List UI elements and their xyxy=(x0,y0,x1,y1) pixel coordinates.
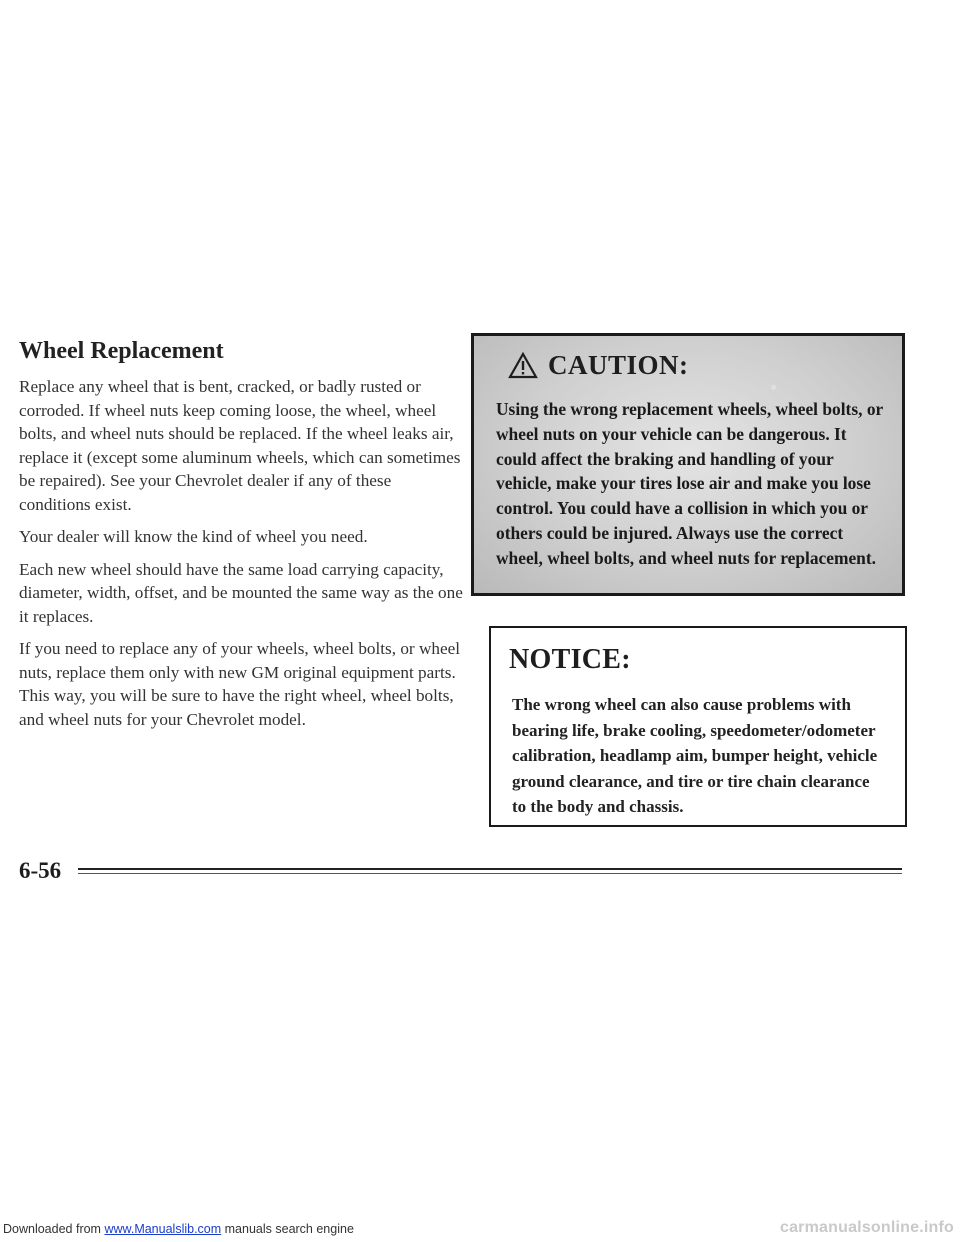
caution-title: CAUTION: xyxy=(548,350,689,380)
paragraph: If you need to replace any of your wheels, wheel bolts, or wheel nuts, replace them only with new GM original equipment parts. This way, you will be sure to have the right wheel, wheel bolts, and wheel nuts for your Chevrolet model. xyxy=(19,639,460,729)
notice-title: NOTICE: xyxy=(509,644,631,675)
paragraph: Your dealer will know the kind of wheel you need. xyxy=(19,527,368,546)
footer-rule-thin xyxy=(78,873,902,874)
paragraph: Replace any wheel that is bent, cracked, or badly rusted or corroded. If wheel nuts keep coming loose, the wheel, wheel bolts, and wheel nuts should be replaced. If the wheel leaks air, replace it (except some aluminum wheels, which can sometimes be repaired). See your Chevrolet dealer if any of these conditions exist. xyxy=(19,377,461,514)
notice-text: The wrong wheel can also cause problems with bearing life, brake cooling, speedometer/odometer calibration, headlamp aim, bumper height, vehicle ground clearance, and tire or tire chain clearance to the body and chassis. xyxy=(512,695,878,816)
section-heading: Wheel Replacement xyxy=(19,338,224,364)
notice-box xyxy=(489,626,907,827)
footer-rule xyxy=(78,868,902,870)
footer-suffix: manuals search engine xyxy=(221,1222,354,1236)
caution-header xyxy=(508,350,884,381)
page-number: 6-56 xyxy=(19,858,62,883)
caution-text: Using the wrong replacement wheels, wheel bolts, or wheel nuts on your vehicle can be dangerous. It could affect the braking and handling of your vehicle, make your tires lose air and make you lose control. You could have a collision in which you or others could be injured. Always use the correct wheel, wheel bolts, and wheel nuts for replacement. xyxy=(496,399,883,568)
caution-box xyxy=(471,333,905,596)
warning-triangle-icon xyxy=(508,352,538,379)
download-footer xyxy=(3,1222,354,1236)
paragraph: Each new wheel should have the same load carrying capacity, diameter, width, offset, and be mounted the same way as the one it replaces. xyxy=(19,559,463,626)
manualslib-link[interactable]: www.Manualslib.com xyxy=(104,1222,222,1236)
footer-prefix: Downloaded from xyxy=(3,1222,105,1236)
left-column xyxy=(19,375,464,740)
watermark-text: carmanualsonline.info xyxy=(779,1219,954,1236)
